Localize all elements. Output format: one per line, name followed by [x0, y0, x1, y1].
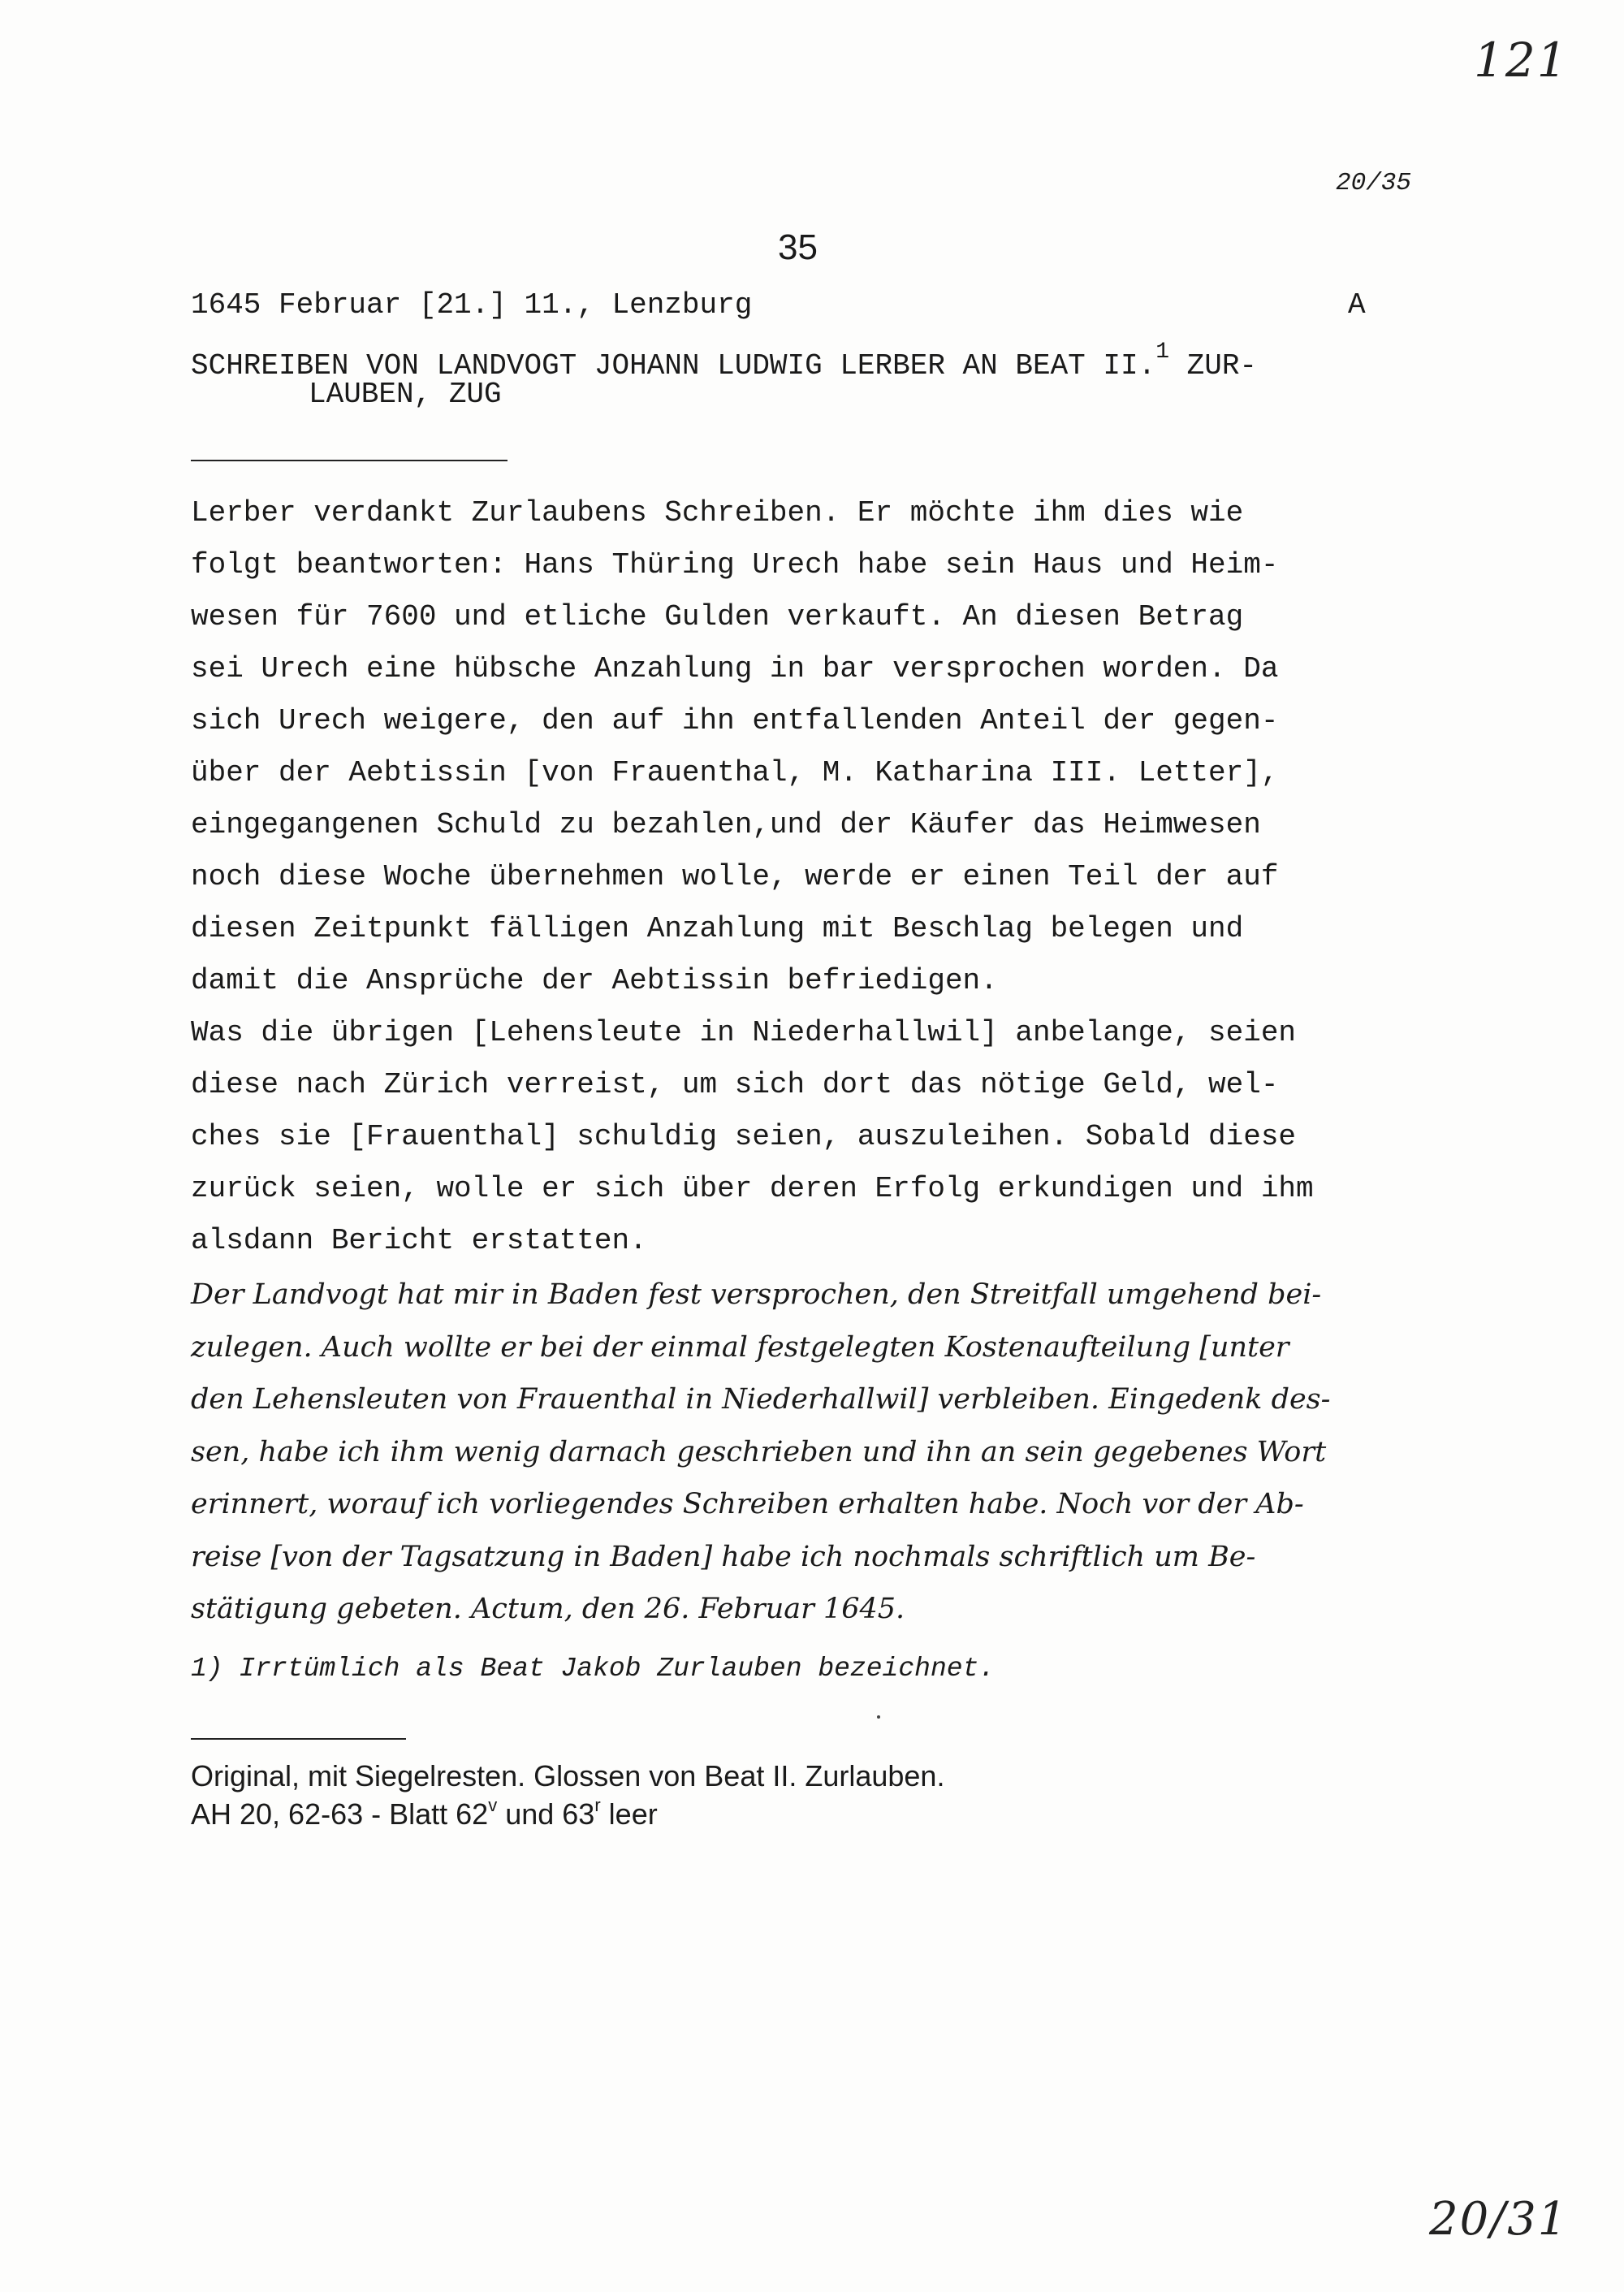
document-title-line-2: LAUBEN, ZUG — [309, 378, 502, 411]
title-text: SCHREIBEN VON LANDVOGT JOHANN LUDWIG LERBER AN BEAT II. — [191, 349, 1156, 383]
archive-text: AH 20, 62-63 - Blatt 62 — [191, 1797, 489, 1831]
ink-speck — [877, 1715, 880, 1719]
text-line: sich Urech weigere, den auf ihn entfallenden Anteil der gegen- — [191, 704, 1279, 737]
gloss-line: erinnert, worauf ich vorliegendes Schreiben erhalten habe. Noch vor der Ab- — [191, 1488, 1304, 1520]
source-note: Original, mit Siegelresten. Glossen von Beat II. Zurlauben. — [191, 1759, 945, 1793]
archive-text-end: leer — [600, 1797, 658, 1831]
text-line: noch diese Woche übernehmen wolle, werde er einen Teil der auf — [191, 860, 1279, 893]
text-line: folgt beantworten: Hans Thüring Urech habe sein Haus und Heim- — [191, 548, 1279, 582]
gloss-line: den Lehensleuten von Frauenthal in Niederhallwil] verbleiben. Eingedenk des- — [191, 1383, 1331, 1416]
text-line: sei Urech eine hübsche Anzahlung in bar versprochen worden. Da — [191, 652, 1279, 685]
text-line: wesen für 7600 und etliche Gulden verkauft. An diesen Betrag — [191, 600, 1244, 634]
gloss-line: stätigung gebeten. Actum, den 26. Februar 1645. — [191, 1593, 905, 1625]
document-number: 35 — [778, 227, 818, 267]
text-line: zurück seien, wolle er sich über deren Erfolg erkundigen und ihm — [191, 1172, 1314, 1205]
handwritten-folio-number: 20/31 — [1429, 2193, 1569, 2246]
version-letter: A — [1348, 288, 1366, 322]
gloss-line: sen, habe ich ihm wenig darnach geschrieben und ihn an sein gegebenes Wort — [191, 1435, 1327, 1468]
archive-reference — [191, 1795, 658, 1831]
footnote-divider — [191, 1738, 406, 1740]
reference-number: 20/35 — [1336, 169, 1412, 197]
text-line: eingegangenen Schuld zu bezahlen,und der Käufer das Heimwesen — [191, 808, 1261, 841]
folio-recto-mark: r — [594, 1795, 601, 1815]
handwritten-page-number: 121 — [1474, 32, 1569, 88]
text-line: diese nach Zürich verreist, um sich dort das nötige Geld, wel- — [191, 1068, 1279, 1101]
text-line: ches sie [Frauenthal] schuldig seien, auszuleihen. Sobald diese — [191, 1120, 1297, 1153]
gloss-text — [191, 1269, 1458, 1636]
folio-verso-mark: v — [488, 1795, 498, 1815]
gloss-line: reise [von der Tagsatzung in Baden] habe ich nochmals schriftlich um Be- — [191, 1540, 1256, 1573]
date-place-line: 1645 Februar [21.] 11., Lenzburg — [191, 288, 753, 322]
gloss-line: zulegen. Auch wollte er bei der einmal festgelegten Kostenaufteilung [unter — [191, 1330, 1289, 1364]
text-line: diesen Zeitpunkt fälligen Anzahlung mit Beschlag belegen und — [191, 912, 1244, 945]
text-line: damit die Ansprüche der Aebtissin befriedigen. — [191, 964, 998, 997]
gloss-line: Der Landvogt hat mir in Baden fest versprochen, den Streitfall umgehend bei- — [191, 1278, 1322, 1311]
text-line: alsdann Bericht erstatten. — [191, 1224, 647, 1257]
text-line: Was die übrigen [Lehensleute in Niederhallwil] anbelange, seien — [191, 1016, 1297, 1049]
text-line: Lerber verdankt Zurlaubens Schreiben. Er möchte ihm dies wie — [191, 496, 1244, 530]
divider — [191, 460, 508, 461]
title-footnote-mark: 1 — [1155, 339, 1170, 365]
footnote: 1) Irrtümlich als Beat Jakob Zurlauben bezeichnet. — [191, 1654, 996, 1684]
text-line: über der Aebtissin [von Frauenthal, M. Katharina III. Letter], — [191, 756, 1279, 789]
title-text-end: ZUR- — [1186, 349, 1258, 383]
summary-text — [191, 487, 1458, 1267]
archive-text-mid: und 63 — [497, 1797, 595, 1831]
document-title-line-1 — [191, 339, 1257, 383]
